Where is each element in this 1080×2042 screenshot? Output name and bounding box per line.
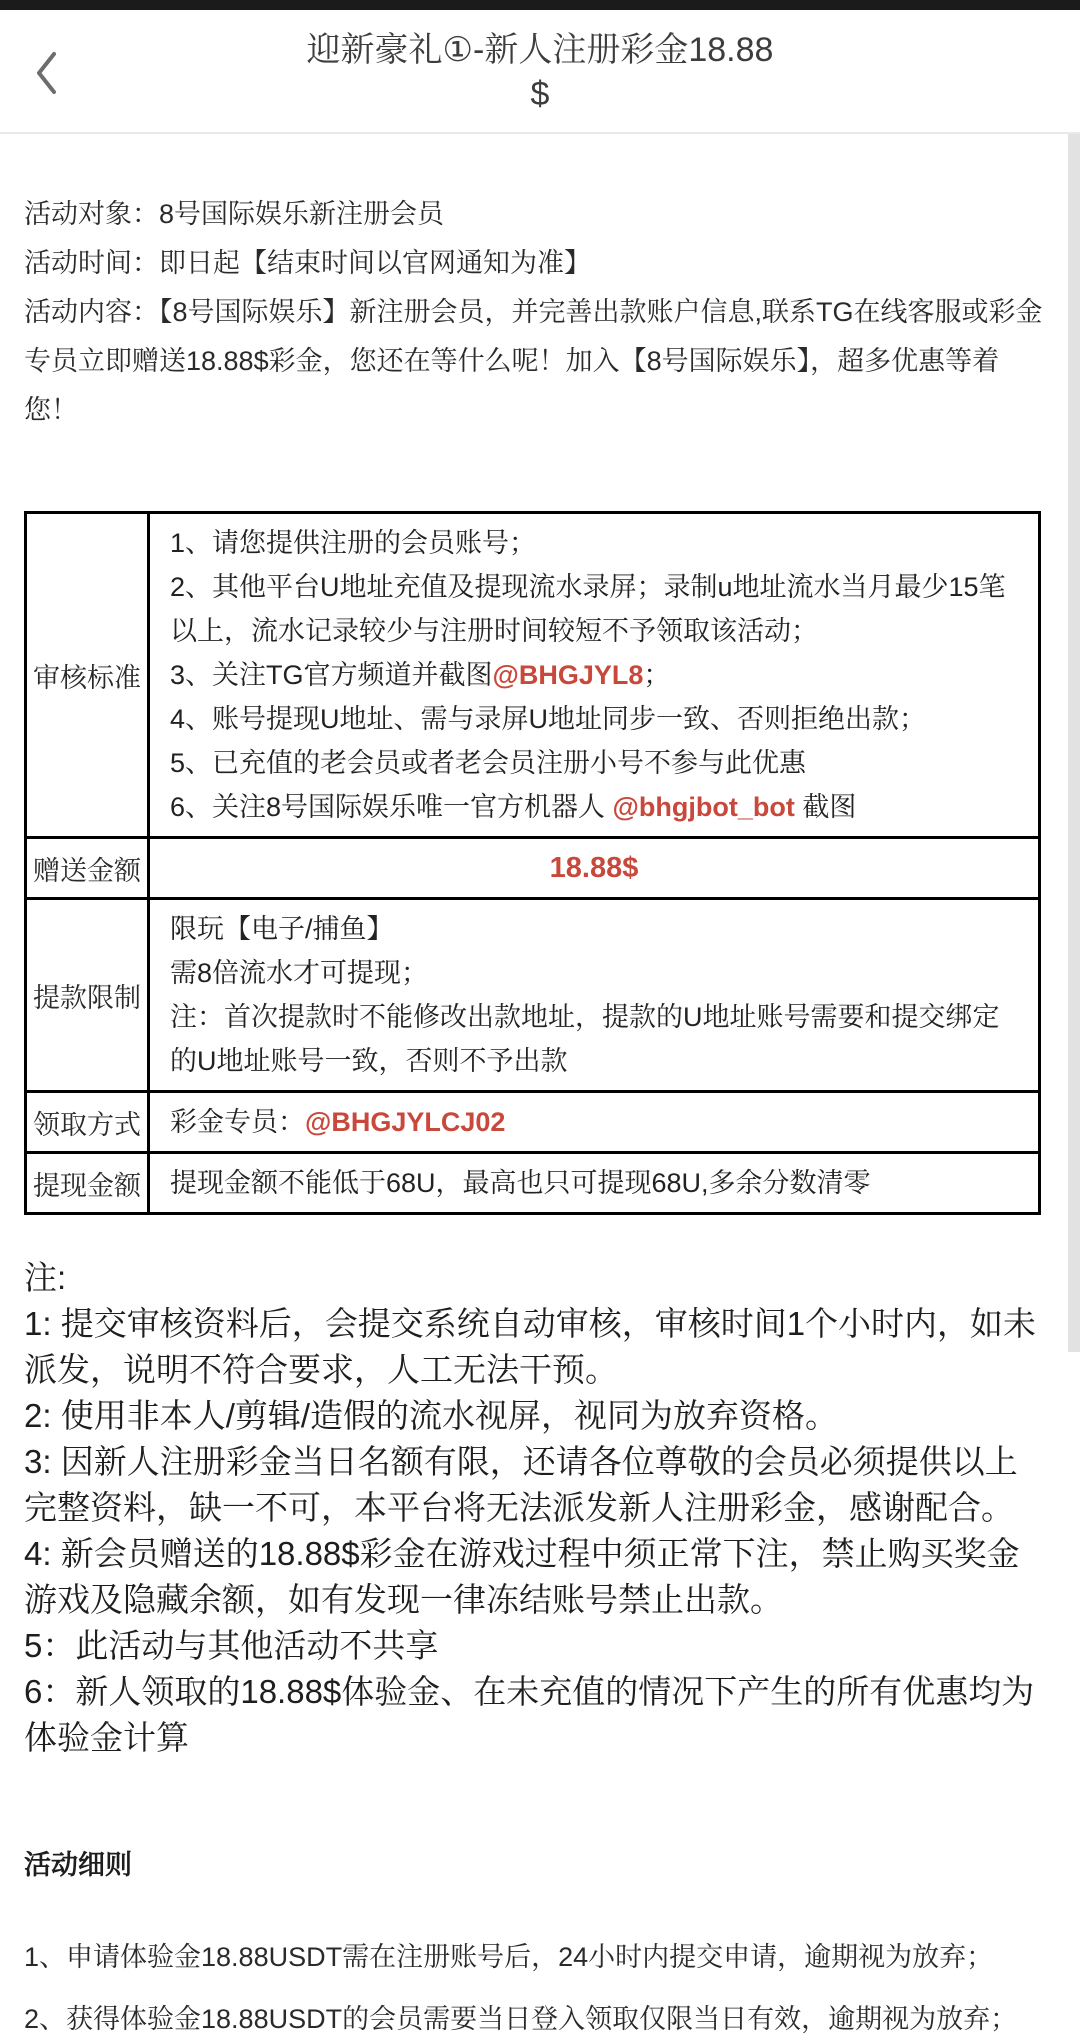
table-row: [26, 838, 1040, 899]
row-value-text: 注：首次提款时不能修改出款地址，提款的U地址账号需要和提交绑定的U地址账号一致，否则不予出款: [170, 1002, 1000, 1076]
row-value-line: [162, 846, 1026, 890]
row-value-line: [170, 1161, 1026, 1205]
notes-heading: 注:: [24, 1259, 67, 1296]
rules-list: [24, 1934, 1050, 2042]
activity-time: 活动时间：即日起【结束时间以官网通知为准】: [24, 248, 591, 278]
note-item: 2: 使用非本人/剪辑/造假的流水视屏，视同为放弃资格。: [24, 1397, 839, 1434]
row-value-line: [170, 565, 1026, 653]
row-value-text: 3、关注TG官方频道并截图: [170, 660, 493, 690]
table-row: [26, 513, 1040, 838]
row-value-line: [170, 785, 1026, 829]
row-value: [149, 513, 1040, 838]
telegram-handle[interactable]: 18.88$: [549, 852, 639, 884]
table-row: [26, 1153, 1040, 1214]
table-row: [26, 1092, 1040, 1153]
page-header: [0, 10, 1080, 134]
row-value: [149, 1153, 1040, 1214]
row-value-text: 截图: [794, 792, 857, 822]
activity-rules-table: [24, 511, 1041, 1215]
row-value-text: 限玩【电子/捕鱼】: [170, 914, 394, 944]
row-value-line: [170, 521, 1026, 565]
row-value-line: [170, 653, 1026, 697]
row-value-line: [170, 697, 1026, 741]
rule-item: 2、获得体验金18.88USDT的会员需要当日登入领取仅限当日有效，逾期视为放弃；: [24, 2004, 1018, 2034]
row-value-line: [170, 951, 1026, 995]
activity-target: 活动对象：8号国际娱乐新注册会员: [24, 199, 445, 229]
row-label: 赠送金额: [26, 838, 149, 899]
chevron-left-icon: [34, 50, 58, 96]
row-value-text: 1、请您提供注册的会员账号；: [170, 528, 537, 558]
back-button[interactable]: [26, 46, 66, 100]
telegram-handle[interactable]: @bhgjbot_bot: [612, 792, 795, 822]
activity-intro: [24, 134, 1050, 435]
row-label: 提款限制: [26, 899, 149, 1092]
row-value-text: 2、其他平台U地址充值及提现流水录屏；录制u地址流水当月最少15笔以上，流水记录较少与注册时间较短不予领取该活动；: [170, 572, 1006, 646]
notes-section: [24, 1255, 1050, 1761]
row-value: [149, 899, 1040, 1092]
row-label: 审核标准: [26, 513, 149, 838]
rules-heading: 活动细则: [24, 1850, 132, 1880]
note-item: 5：此活动与其他活动不共享: [24, 1627, 439, 1664]
status-bar: [0, 0, 1080, 10]
row-value-line: [170, 995, 1026, 1083]
row-value: [149, 838, 1040, 899]
telegram-handle[interactable]: @BHGJYL8: [492, 660, 644, 690]
rule-item: 1、申请体验金18.88USDT需在注册账号后，24小时内提交申请，逾期视为放弃；: [24, 1942, 994, 1972]
row-label: 领取方式: [26, 1092, 149, 1153]
row-value-text: 6、关注8号国际娱乐唯一官方机器人: [170, 792, 613, 822]
page-title-line2: $: [530, 75, 550, 113]
note-item: 3: 因新人注册彩金当日名额有限，还请各位尊敬的会员必须提供以上完整资料，缺一不可，本平台将无法派发新人注册彩金，感谢配合。: [24, 1443, 1018, 1526]
notes-list: [24, 1301, 1050, 1761]
row-value-text: 4、账号提现U地址、需与录屏U地址同步一致、否则拒绝出款；: [170, 704, 927, 734]
row-value-text: 彩金专员：: [170, 1107, 305, 1137]
activity-content: [0, 134, 1080, 2042]
page-title-line1: 迎新豪礼①-新人注册彩金18.88: [306, 31, 774, 69]
row-value-text: ；: [643, 660, 671, 690]
note-item: 4: 新会员赠送的18.88$彩金在游戏过程中须正常下注，禁止购买奖金游戏及隐藏余额，如有发现一律冻结账号禁止出款。: [24, 1535, 1020, 1618]
scrollbar-thumb[interactable]: [1068, 134, 1080, 1352]
row-value: [149, 1092, 1040, 1153]
table-row: [26, 899, 1040, 1092]
row-value-line: [170, 741, 1026, 785]
row-value-text: 提现金额不能低于68U，最高也只可提现68U,多余分数清零: [170, 1168, 871, 1198]
row-value-text: 5、已充值的老会员或者老会员注册小号不参与此优惠: [170, 748, 807, 778]
activity-description: 活动内容：【8号国际娱乐】新注册会员，并完善出款账户信息,联系TG在线客服或彩金专员立即赠送18.88$彩金，您还在等什么呢！加入【8号国际娱乐】，超多优惠等着您！: [24, 297, 1043, 425]
note-item: 1: 提交审核资料后，会提交系统自动审核，审核时间1个小时内，如未派发，说明不符合要求，人工无法干预。: [24, 1305, 1037, 1388]
page-title: [307, 26, 774, 116]
telegram-handle[interactable]: @BHGJYLCJ02: [305, 1107, 506, 1137]
row-value-text: 需8倍流水才可提现；: [170, 958, 429, 988]
note-item: 6：新人领取的18.88$体验金、在未充值的情况下产生的所有优惠均为体验金计算: [24, 1673, 1035, 1756]
row-value-line: [170, 907, 1026, 951]
row-label: 提现金额: [26, 1153, 149, 1214]
row-value-line: [170, 1100, 1026, 1144]
